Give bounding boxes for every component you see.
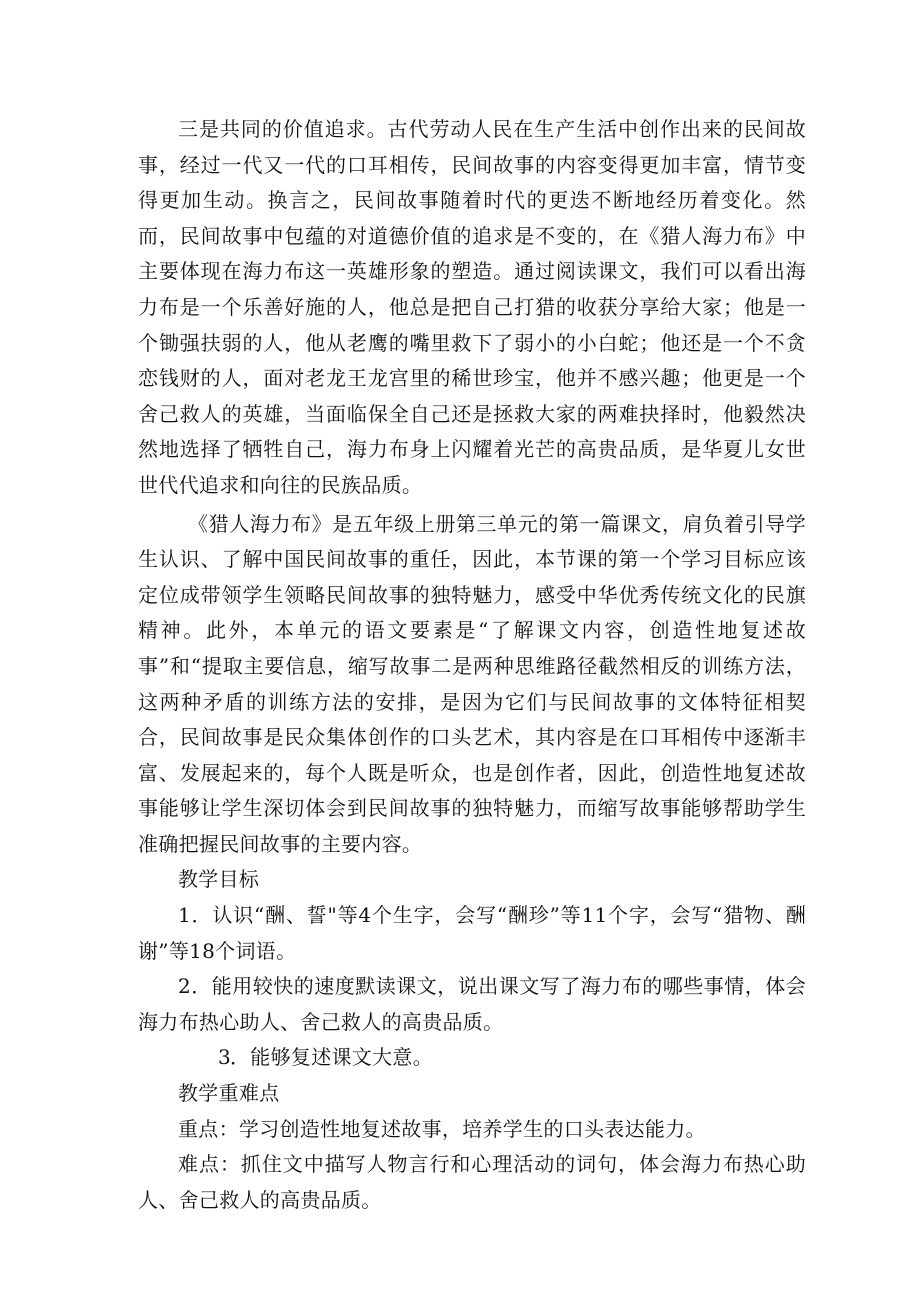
heading-key-difficult-points: 教学重难点 [178, 1081, 280, 1106]
paragraph-lesson-overview: 《猎人海力布》是五年级上册第三单元的第一篇课文，肩负着引导学生认识、了解中国民间故事的重任，因此，本节课的第一个学习目标应该定位成带领学生领略民间故事的独特魅力，感受中华优秀传统文化的民旗精神。此外，本单元的语文要素是“了解课文内容，创造性地复述故事”和“提取主要信息，缩写故事二是两种思维路径截然相反的训练方法，这两种矛盾的训练方法的安排，是因为它们与民间故事的文体特征相契合，民间故事是民众集体创作的口头艺术，其内容是在口耳相传中逐渐丰富、发展起来的，每个人既是听众，也是创作者，因此，创造性地复述故事能够让学生深切体会到民间故事的独特魅力，而缩写故事能够帮助学生准确把握民间故事的主要内容。 [138, 511, 806, 856]
goal-item-3-number: 3 [218, 1045, 232, 1070]
goal-item-3 [138, 1040, 806, 1076]
goal-item-2: 2．能用较快的速度默读课文，说出课文写了海力布的哪些事情，体会海力布热心助人、舍己救人的高贵品质。 [138, 974, 806, 1034]
goal-item-3-text: ．能够复述课文大意。 [230, 1045, 433, 1070]
heading-teaching-goals: 教学目标 [178, 867, 260, 892]
difficult-point: 难点：抓住文中描写人物言行和心理活动的词句，体会海力布热心助人、舍己救人的高贵品质。 [138, 1152, 806, 1212]
paragraph-value-pursuit: 三是共同的价值追求。古代劳动人民在生产生活中创作出来的民间故事，经过一代又一代的口耳相传，民间故事的内容变得更加丰富，情节变得更加生动。换言之，民间故事随着时代的更迭不断地经历着变化。然而，民间故事中包蕴的对道德价值的追求是不变的，在《猎人海力布》中主要体现在海力布这一英雄形象的塑造。通过阅读课文，我们可以看出海力布是一个乐善好施的人，他总是把自己打猎的收获分享给大家；他是一个锄强扶弱的人，他从老鹰的嘴里救下了弱小的小白蛇；他还是一个不贪恋钱财的人，面对老龙王龙宫里的稀世珍宝，他并不感兴趣；他更是一个舍己救人的英雄，当面临保全自己还是拯救大家的两难抉择时，他毅然决然地选择了牺牲自己，海力布身上闪耀着光芒的高贵品质，是华夏儿女世世代代追求和向往的民族品质。 [138, 117, 806, 497]
document-body [138, 112, 806, 1218]
key-point: 重点：学习创造性地复述故事，培养学生的口头表达能力。 [178, 1116, 706, 1141]
goal-item-1: 1．认识“酬、誓"等4个生字，会写“酬珍”等11个字，会写“猎物、酬谢”等18个词语。 [138, 903, 806, 963]
